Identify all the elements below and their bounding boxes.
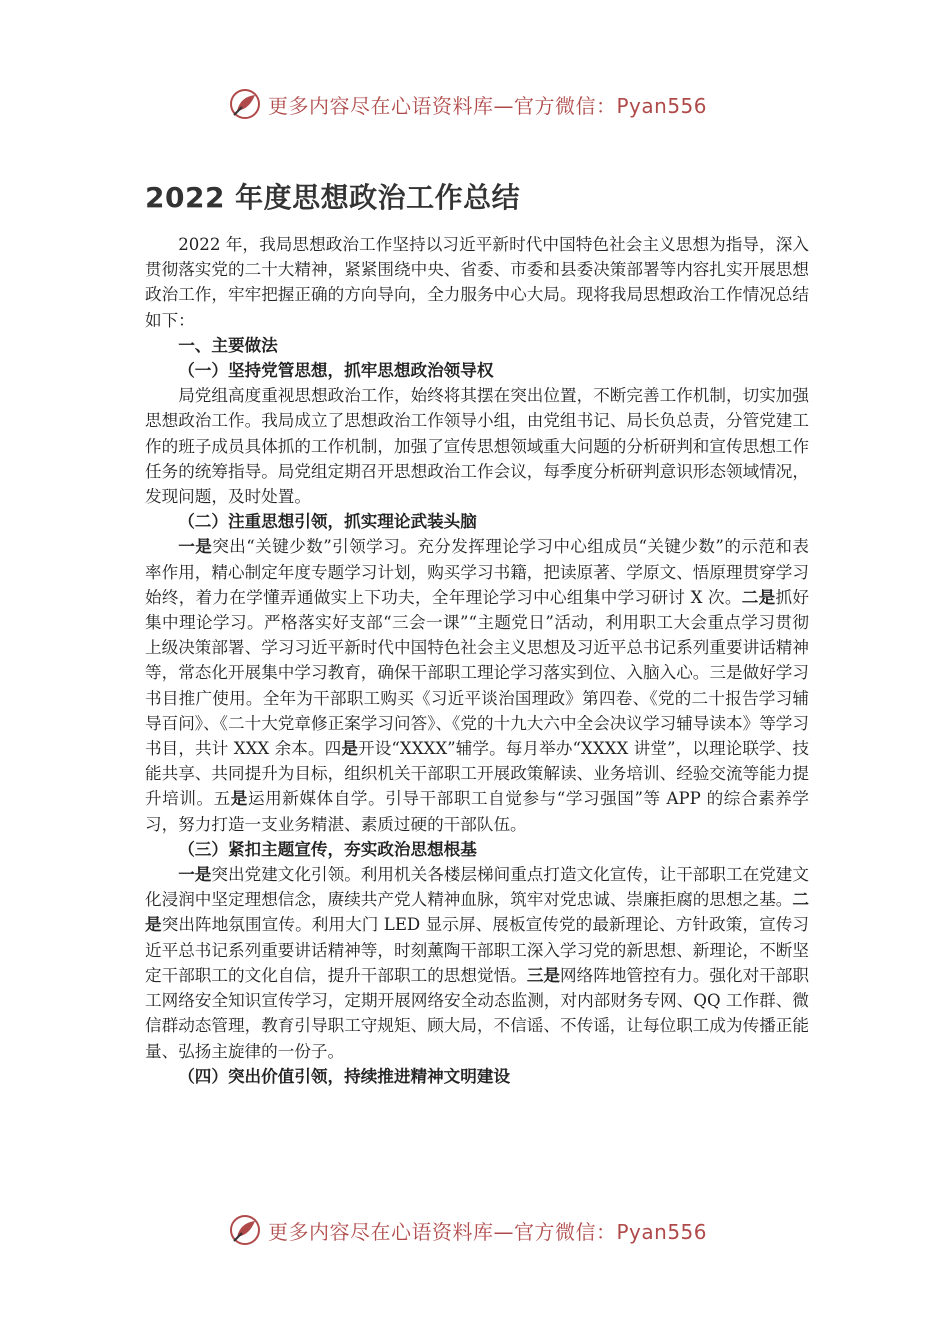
paragraph-text: 网络阵地管控有力。强化对干部职工网络安全知识宣传学习，定期开展网络安全动态监测，对内部财务专网、QQ 工作群、微信群动态管理，教育引导职工守规矩、顾大局，不信谣、不传谣，让每位职工成为传播正能量、弘扬主旋律的一份子。 — [145, 965, 810, 1061]
paragraph-text: 运用新媒体自学。引导干部职工自觉参与“学习强国”等 APP 的综合素养学习，努力打造一支业务精湛、素质过硬的干部队伍。 — [145, 789, 810, 834]
bold-lead: 是 — [341, 738, 359, 759]
document-body — [145, 232, 809, 1089]
paragraph-text: 开设“XXXX”辅学。每月举办“XXXX 讲堂”，以理论联学、技能共享、共同提升为目标，组织机关干部职工开展政策解读、业务培训、经验交流等能力提升培训。五 — [145, 739, 809, 809]
subsection-heading-4: （四）突出价值引领，持续推进精神文明建设 — [178, 1066, 511, 1086]
watermark-banner-bottom — [228, 1212, 748, 1248]
bold-lead: 二是 — [145, 889, 809, 935]
leaf-circle-icon — [228, 87, 262, 121]
paragraph-text: 突出阵地氛围宣传。利用大门 LED 显示屏、展板宣传党的最新理论、方针政策，宣传习近平总书记系列重要讲话精神等，时刻薰陶干部职工深入学习党的新思想、新理论，不断坚定干部职工的文化自信，提升干部职工的思想觉悟。 — [145, 915, 810, 985]
watermark-text: 更多内容尽在心语资料库—官方微信：Pyan556 — [268, 93, 708, 118]
watermark-text: 更多内容尽在心语资料库—官方微信：Pyan556 — [268, 1219, 708, 1244]
subsection-1-paragraph: 局党组高度重视思想政治工作，始终将其摆在突出位置，不断完善工作机制，切实加强思想政治工作。我局成立了思想政治工作领导小组，由党组书记、局长负总责，分管党建工作的班子成员具体抓的工作机制，加强了宣传思想领域重大问题的分析研判和宣传思想工作任务的统筹指导。局党组定期召开思想政治工作会议，每季度分析研判意识形态领域情况，发现问题，及时处置。 — [145, 386, 809, 507]
bold-lead: 一是 — [178, 536, 213, 557]
bold-lead: 是 — [230, 788, 248, 809]
leaf-circle-icon — [228, 1213, 262, 1247]
subsection-3-paragraph — [145, 862, 809, 1064]
watermark-banner-top — [228, 86, 748, 122]
subsection-heading-2: （二）注重思想引领，抓实理论武装头脑 — [178, 512, 477, 532]
paragraph-text: 突出党建文化引领。利用机关各楼层梯间重点打造文化宣传，让干部职工在党建文化浸润中坚定理想信念，赓续共产党人精神血脉，筑牢对党忠诚、崇廉拒腐的思想之基。 — [145, 865, 809, 910]
section-heading-main-practices: 一、主要做法 — [178, 335, 278, 355]
subsection-heading-3: （三）紧扣主题宣传，夯实政治思想根基 — [178, 839, 477, 859]
intro-paragraph: 2022 年，我局思想政治工作坚持以习近平新时代中国特色社会主义思想为指导，深入贯彻落实党的二十大精神，紧紧围绕中央、省委、市委和县委决策部署等内容扎实开展思想政治工作，牢牢把握正确的方向导向，全力服务中心大局。现将我局思想政治工作情况总结如下： — [145, 235, 809, 330]
subsection-heading-1: （一）坚持党管思想，抓牢思想政治领导权 — [178, 361, 494, 381]
paragraph-text: 突出“关键少数”引领学习。充分发挥理论学习中心组成员“关键少数”的示范和表率作用，精心制定年度专题学习计划，购买学习书籍，把读原著、学原文、悟原理贯穿学习始终，着力在学懂弄通做实上下功夫，全年理论学习中心组集中学习研讨 X 次。 — [145, 537, 810, 607]
paragraph-text: 抓好集中理论学习。严格落实好支部“三会一课”“主题党日”活动，利用职工大会重点学习贯彻上级决策部署、学习习近平新时代中国特色社会主义思想及习近平总书记系列重要讲话精神等，常态化开展集中学习教育，确保干部职工理论学习落实到位、入脑入心。三是做好学习书目推广使用。全年为干部职工购买《习近平谈治国理政》第四卷、《党的二十报告学习辅导百问》、《二十大党章修正案学习问答》、《党的十九大六中全会决议学习辅导读本》等学习书目，共计 XXX 余本。四 — [145, 587, 810, 759]
bold-lead: 三是 — [526, 964, 561, 985]
bold-lead: 一是 — [178, 864, 212, 885]
subsection-2-paragraph — [145, 534, 809, 836]
bold-lead: 二是 — [741, 586, 776, 607]
page-title: 2022 年度思想政治工作总结 — [145, 181, 521, 214]
